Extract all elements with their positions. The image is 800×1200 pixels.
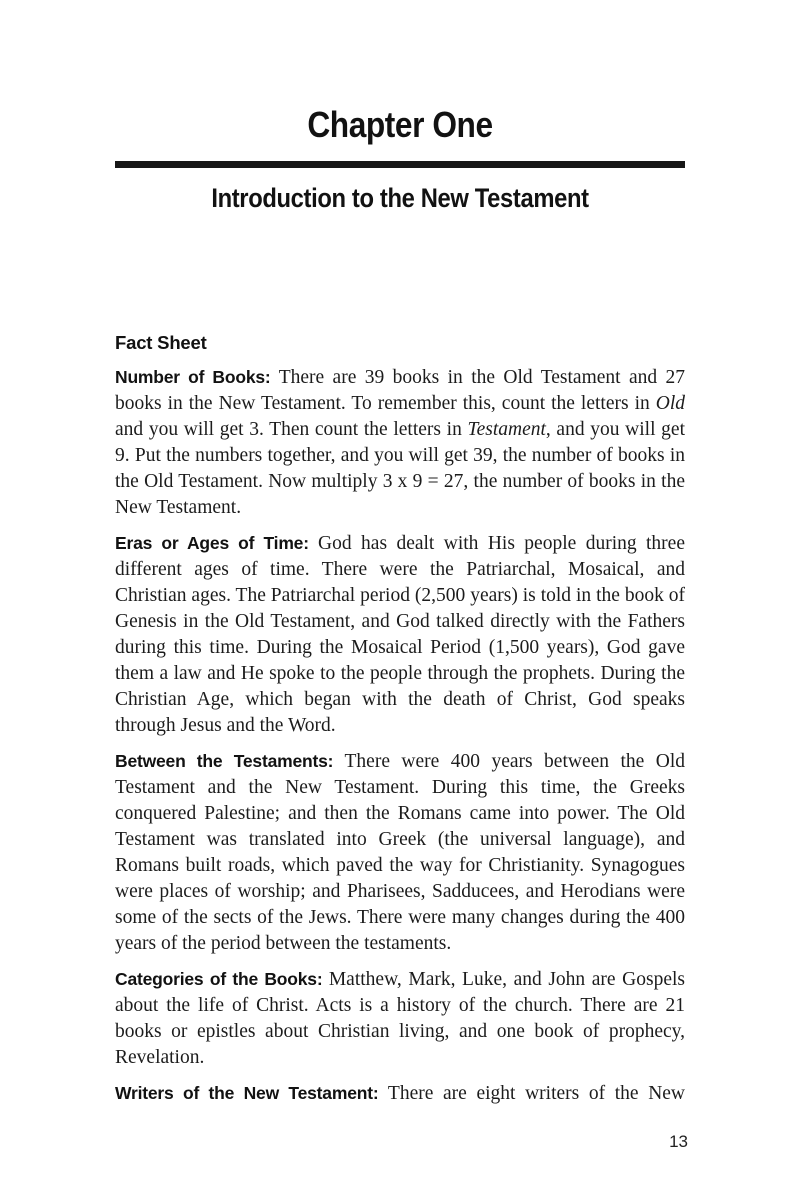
paragraph [115, 966, 685, 1071]
body-text: God has dealt with His people during three different ages of time. There were the Patriarchal, Mosaical, and Christian ages. The Patriarchal period (2,500 years) is told in the book of Genesis in the Old Testament, and God talked directly with the Fathers during this time. During the Mosaical Period (1,500 years), God gave them a law and He spoke to the people through the prophets. During the Christian Age, which began with the death of Christ, God speaks through Jesus and the Word. [115, 533, 685, 736]
paragraph-lead: Number of Books: [115, 367, 279, 387]
chapter-subtitle: Introduction to the New Testament [211, 183, 589, 213]
paragraph-lead: Eras or Ages of Time: [115, 533, 319, 553]
paragraph [115, 530, 685, 739]
body-text: There are eight writers of the New [387, 1083, 686, 1104]
italic-text: Old [655, 393, 685, 414]
fact-sheet-paragraphs [115, 364, 685, 1107]
double-rule-divider [115, 161, 685, 168]
body-text: There are 39 books in the Old Testament and 27 books in the New Testament. To remember this, count the letters in [115, 367, 685, 414]
page-content [115, 0, 685, 1107]
paragraph [115, 748, 685, 957]
paragraph [115, 1080, 685, 1107]
paragraph-lead: Categories of the Books: [115, 969, 329, 989]
paragraph-lead: Between the Testaments: [115, 751, 345, 771]
paragraph [115, 364, 685, 521]
body-text: Matthew, Mark, Luke, and John are Gospels about the life of Christ. Acts is a history of the church. There are 21 books or epistles about Christian living, and one book of prophecy, Revelation. [115, 969, 685, 1068]
chapter-title: Chapter One [307, 104, 493, 145]
paragraph-lead: Writers of the New Testament: [115, 1083, 388, 1103]
italic-text: Testament [467, 419, 546, 440]
body-text: and you will get 3. Then count the letters in [115, 419, 468, 440]
body-text: , and you will get 9. Put the numbers together, and you will get 39, the number of books in the Old Testament. Now multiply 3 x 9 = 27, the number of books in the New Testament. [115, 419, 685, 518]
body-text: There were 400 years between the Old Testament and the New Testament. During this time, the Greeks conquered Palestine; and then the Romans came into power. The Old Testament was translated into Greek (the universal language), and Romans built roads, which paved the way for Christianity. Synagogues were places of worship; and Pharisees, Sadducees, and Herodians were some of the sects of the Jews. There were many changes during the 400 years of the period between the testaments. [115, 751, 685, 954]
fact-sheet-heading: Fact Sheet [115, 332, 207, 353]
page-number: 13 [669, 1132, 688, 1151]
